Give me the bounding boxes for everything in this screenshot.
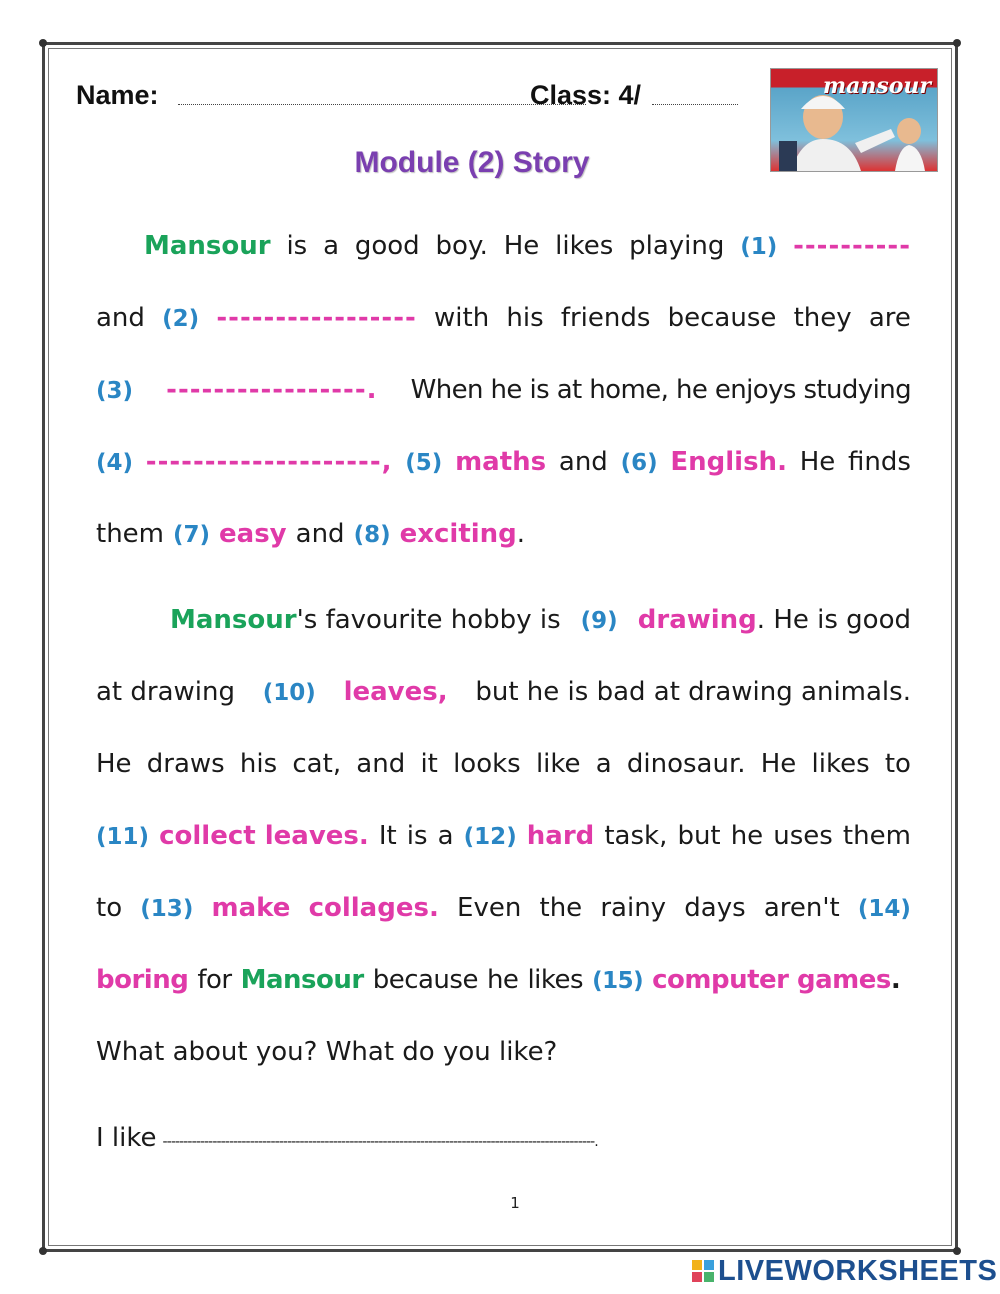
word: likes	[527, 965, 584, 995]
word: playing	[629, 231, 725, 261]
word: to	[96, 893, 123, 923]
answer-line	[96, 1118, 911, 1158]
text-segment: . He is good	[756, 605, 911, 635]
word: and	[558, 447, 608, 477]
answer-15[interactable]: computer games	[652, 965, 891, 995]
mansour-logo: mansour	[822, 73, 931, 99]
word: his	[239, 749, 278, 779]
word: good	[354, 231, 420, 261]
story-line	[96, 888, 911, 928]
punctuation: .	[516, 519, 526, 549]
word: the	[539, 893, 583, 923]
answer-6[interactable]: English.	[670, 447, 787, 477]
word: like	[535, 749, 581, 779]
word: a	[437, 821, 454, 851]
answer-prompt: I like	[96, 1123, 157, 1153]
word: cat,	[292, 749, 342, 779]
word: are	[868, 303, 911, 333]
answer-12[interactable]: hard	[526, 821, 595, 851]
punctuation: .	[890, 965, 901, 995]
word: He	[96, 749, 132, 779]
word: they	[793, 303, 852, 333]
word: because	[667, 303, 777, 333]
word: dinosaur.	[626, 749, 746, 779]
answer-10[interactable]: leaves,	[343, 677, 448, 707]
liveworksheets-logo-icon	[692, 1260, 714, 1282]
liveworksheets-brand[interactable]	[692, 1256, 997, 1286]
story-line	[96, 226, 911, 266]
answer-7[interactable]: easy	[219, 519, 287, 549]
word: his	[506, 303, 544, 333]
border-corner-dot	[953, 39, 961, 47]
free-answer-blank[interactable]: --------------------------------------------------------------------------------------------------------.	[162, 1134, 598, 1150]
blank-number-4: (4)	[96, 450, 134, 476]
word: them	[96, 519, 164, 549]
word: finds	[848, 447, 911, 477]
word: it	[420, 749, 438, 779]
character-name: Mansour	[144, 231, 271, 261]
word: He	[503, 231, 540, 261]
answer-13-part-a[interactable]: make	[211, 893, 291, 923]
answer-blank-1[interactable]: ----------	[793, 231, 911, 261]
story-line	[96, 960, 911, 1000]
blank-number-7: (7)	[173, 522, 211, 548]
word: likes	[811, 749, 870, 779]
word: but	[677, 821, 721, 851]
word: and	[96, 303, 145, 333]
story-line	[96, 298, 911, 338]
worksheet-header	[76, 80, 756, 116]
blank-number-11: (11)	[96, 824, 150, 850]
answer-blank-3[interactable]: -----------------.	[166, 375, 378, 405]
answer-14[interactable]: boring	[96, 965, 189, 995]
word: is	[406, 821, 428, 851]
blank-number-15: (15)	[592, 968, 644, 994]
story-line	[96, 370, 911, 410]
answer-9[interactable]: drawing	[637, 605, 757, 635]
text-segment	[638, 600, 911, 640]
word: He	[799, 447, 836, 477]
word: and	[295, 519, 345, 549]
word: a	[595, 749, 612, 779]
text-segment: at drawing	[96, 677, 235, 707]
word: rainy	[600, 893, 667, 923]
word: task,	[604, 821, 668, 851]
word: Even	[457, 893, 522, 923]
page-number: 1	[510, 1194, 520, 1212]
blank-number-3: (3)	[96, 378, 134, 404]
word: is	[286, 231, 308, 261]
story-line	[96, 816, 911, 856]
character-name: Mansour	[170, 605, 297, 635]
word: them	[842, 821, 911, 851]
word: with	[434, 303, 490, 333]
name-field[interactable]	[178, 104, 586, 105]
blank-number-12: (12)	[463, 824, 517, 850]
blank-number-5: (5)	[405, 450, 443, 476]
answer-blank-2[interactable]: -----------------	[216, 303, 417, 333]
blank-number-14: (14)	[857, 896, 911, 922]
question-text: What about you? What do you like?	[96, 1037, 558, 1067]
word: to	[884, 749, 911, 779]
text-segment: When he is at home, he enjoys studying	[410, 375, 911, 405]
word: for	[197, 965, 232, 995]
blank-number-8: (8)	[353, 522, 391, 548]
answer-13-part-b[interactable]: collages.	[308, 893, 439, 923]
border-corner-dot	[39, 1247, 47, 1255]
class-field[interactable]	[652, 104, 738, 105]
worksheet-title: Module (2) Story	[354, 146, 590, 179]
word: uses	[773, 821, 833, 851]
text-segment: 's favourite hobby is	[296, 605, 561, 635]
blank-number-2: (2)	[162, 306, 200, 332]
word: he	[486, 965, 519, 995]
blank-number-13: (13)	[140, 896, 194, 922]
class-label: Class: 4/	[530, 80, 642, 110]
answer-blank-4[interactable]: --------------------,	[145, 447, 393, 477]
word: He	[760, 749, 797, 779]
word: and	[356, 749, 406, 779]
word: aren't	[763, 893, 840, 923]
character-name: Mansour	[240, 965, 364, 995]
word: a	[323, 231, 340, 261]
text-segment: but he is bad at drawing animals.	[475, 677, 911, 707]
story-line	[96, 442, 911, 482]
liveworksheets-wordmark: LIVEWORKSHEETS	[718, 1254, 998, 1287]
blank-number-1: (1)	[740, 234, 778, 260]
name-label: Name:	[76, 80, 159, 110]
answer-8[interactable]: exciting	[399, 519, 517, 549]
word: days	[684, 893, 746, 923]
story-line	[96, 600, 911, 640]
story-line	[96, 672, 911, 712]
story-line	[96, 514, 911, 554]
answer-11[interactable]: collect leaves.	[159, 821, 369, 851]
word: he	[730, 821, 764, 851]
word: friends	[560, 303, 651, 333]
word: likes	[555, 231, 614, 261]
story-line	[96, 744, 911, 784]
answer-5[interactable]: maths	[455, 447, 547, 477]
word: draws	[146, 749, 225, 779]
word: It	[378, 821, 397, 851]
question-line	[96, 1032, 911, 1072]
word: looks	[453, 749, 521, 779]
word: boy.	[435, 231, 488, 261]
text-segment	[96, 600, 561, 640]
blank-number-10: (10)	[262, 680, 316, 706]
word: because	[372, 965, 478, 995]
border-corner-dot	[39, 39, 47, 47]
blank-number-9: (9)	[580, 608, 618, 634]
blank-number-6: (6)	[620, 450, 658, 476]
